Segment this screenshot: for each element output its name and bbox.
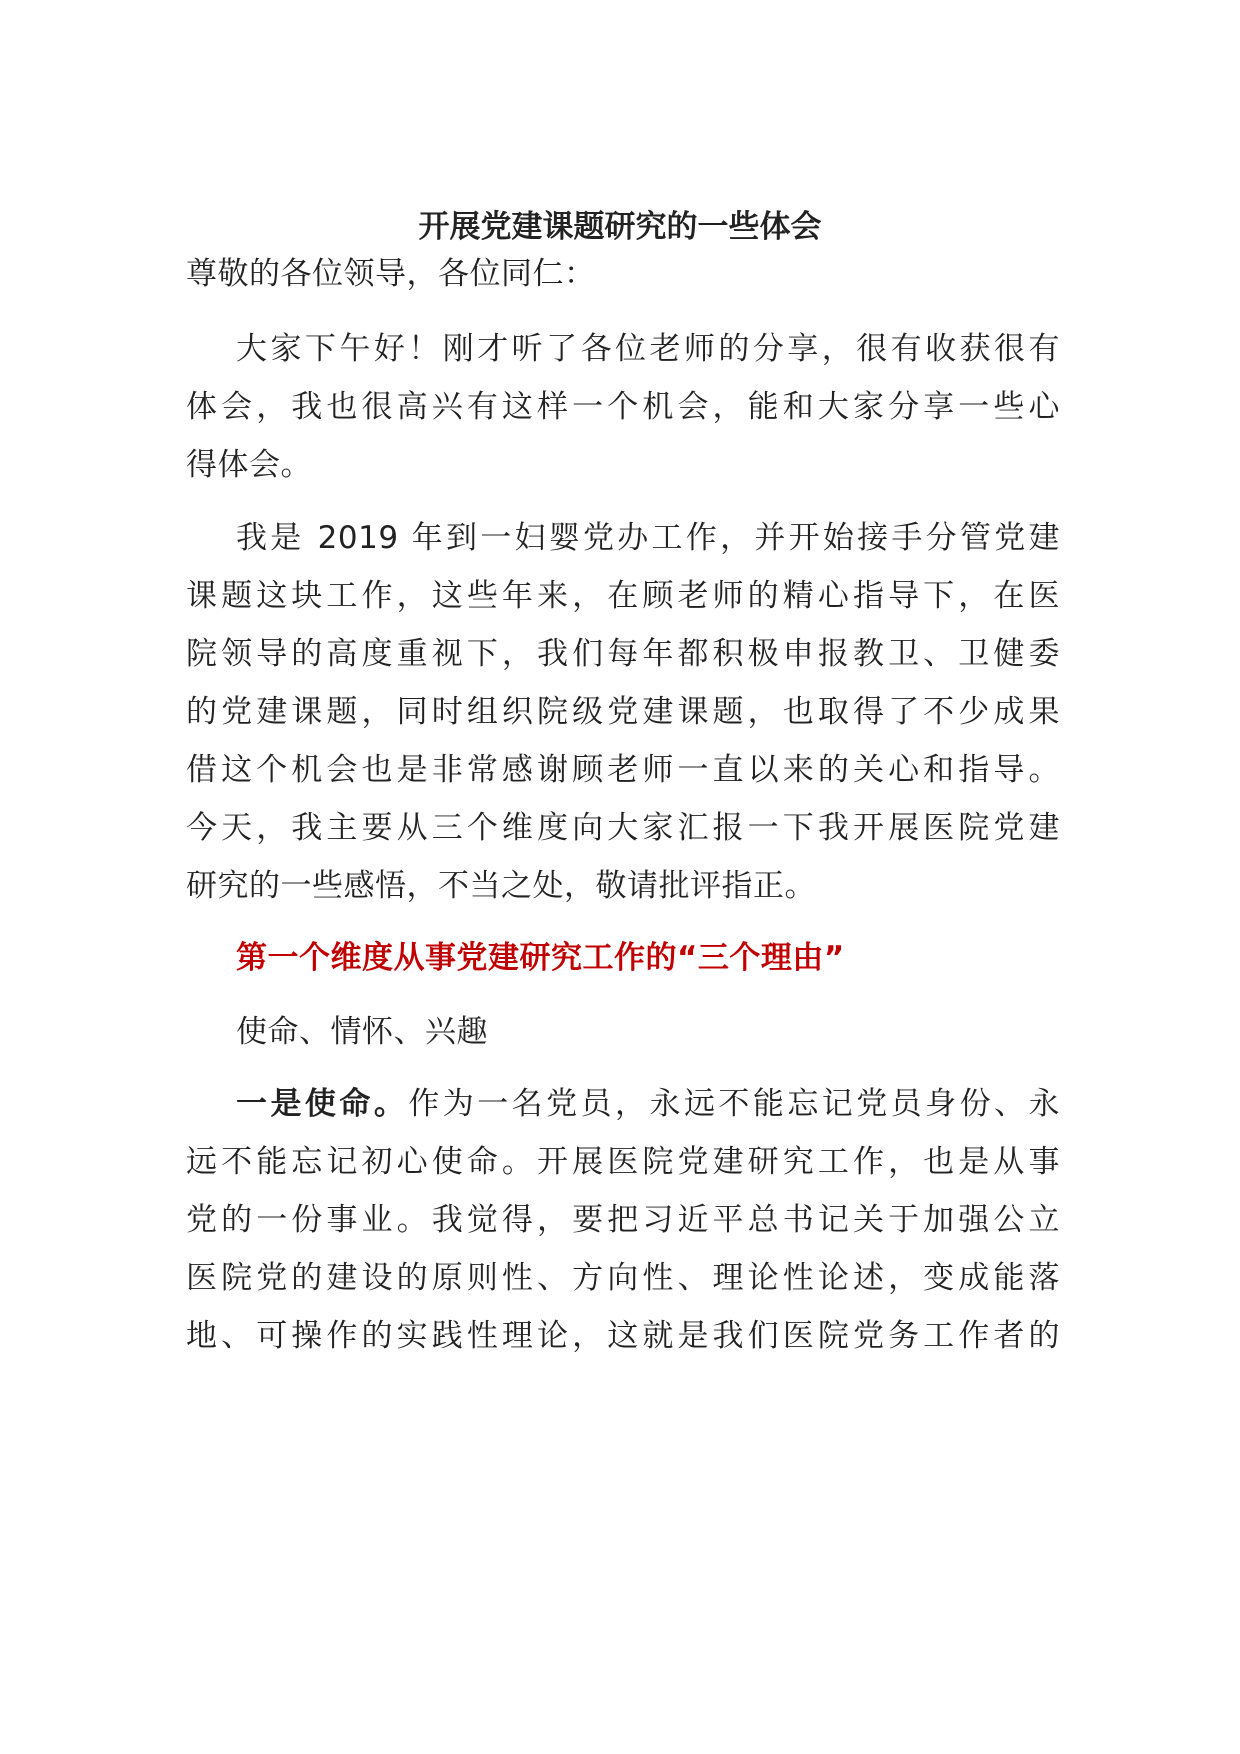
section-subtitle: 使命、情怀、兴趣 [236, 1014, 488, 1050]
paragraph-line: 院领导的高度重视下，我们每年都积极申报教卫、卫健委 [186, 636, 1060, 672]
salutation: 尊敬的各位领导，各位同仁： [186, 256, 596, 292]
point-one-first-line [236, 1082, 1060, 1126]
paragraph-line: 地、可操作的实践性理论，这就是我们医院党务工作者的 [186, 1318, 1060, 1354]
section-heading: 第一个维度从事党建研究工作的“三个理由” [236, 940, 845, 976]
paragraph-line: 远不能忘记初心使命。开展医院党建研究工作，也是从事 [186, 1144, 1060, 1180]
paragraph-line: 医院党的建设的原则性、方向性、理论性论述，变成能落 [186, 1260, 1060, 1296]
point-one-text: 作为一名党员，永远不能忘记党员身份、永 [408, 1086, 1061, 1122]
paragraph-line: 的党建课题，同时组织院级党建课题，也取得了不少成果 [186, 694, 1060, 730]
paragraph-line: 借这个机会也是非常感谢顾老师一直以来的关心和指导。 [186, 752, 1060, 788]
point-one-lead: 一是使命。 [236, 1086, 409, 1122]
paragraph-line: 得体会。 [186, 447, 312, 483]
paragraph-line: 党的一份事业。我觉得，要把习近平总书记关于加强公立 [186, 1202, 1060, 1238]
paragraph-line: 今天，我主要从三个维度向大家汇报一下我开展医院党建 [186, 810, 1060, 846]
paragraph-line: 大家下午好！刚才听了各位老师的分享，很有收获很有 [236, 331, 1060, 367]
paragraph-line: 研究的一些感悟，不当之处，敬请批评指正。 [186, 868, 816, 904]
paragraph-line: 课题这块工作，这些年来，在顾老师的精心指导下，在医 [186, 578, 1060, 614]
paragraph-line: 体会，我也很高兴有这样一个机会，能和大家分享一些心 [186, 389, 1060, 425]
paragraph-line: 我是 2019 年到一妇婴党办工作，并开始接手分管党建 [236, 520, 1060, 556]
document-title: 开展党建课题研究的一些体会 [418, 209, 822, 245]
